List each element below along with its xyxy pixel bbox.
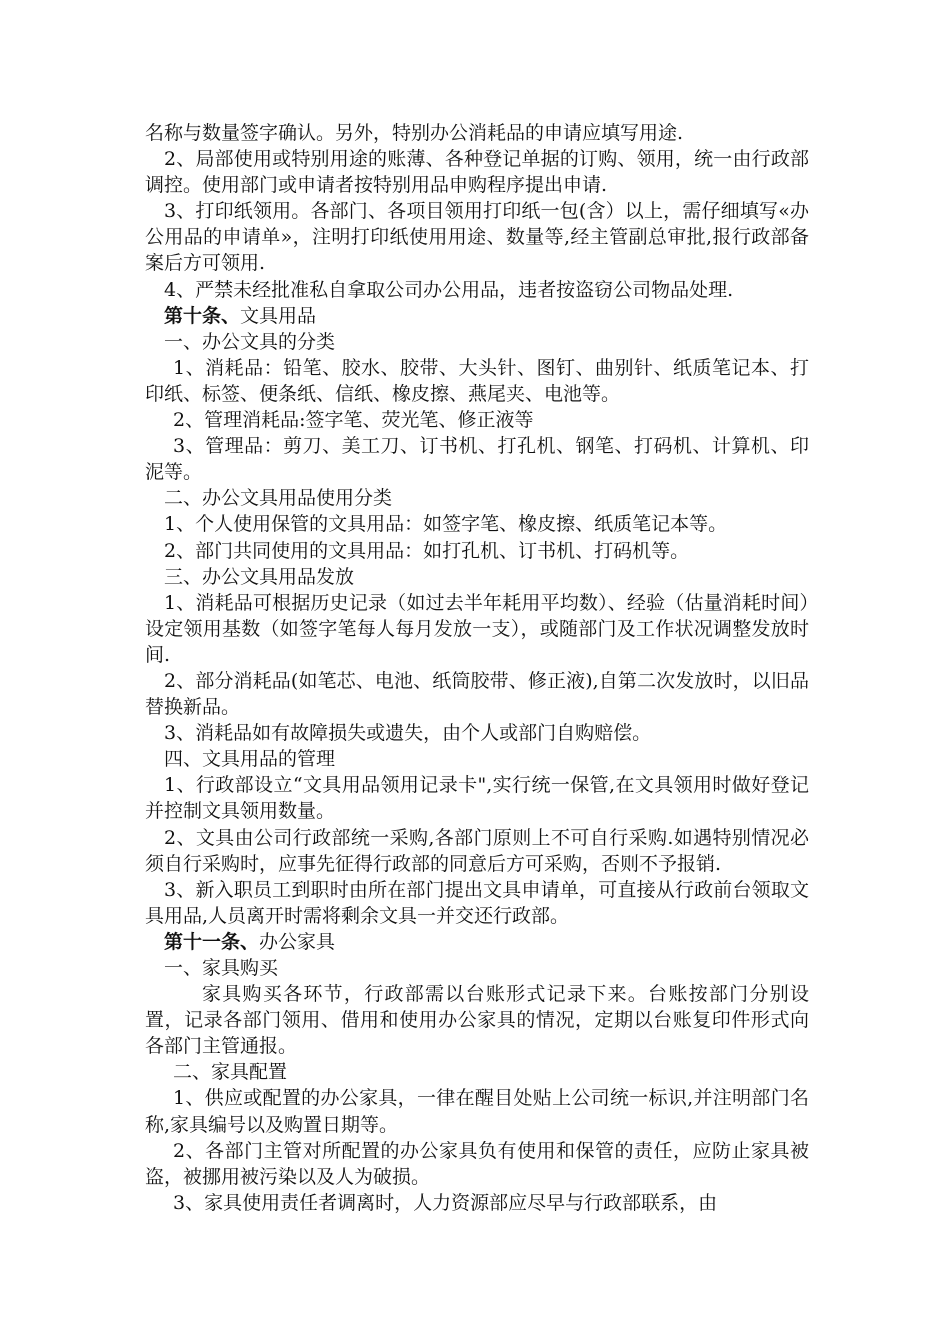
paragraph: 2、文具由公司行政部统一采购,各部门原则上不可自行采购.如遇特别情况必须自行采购时，应事先征得行政部的同意后方可采购，否则不予报销.: [145, 826, 809, 875]
paragraph: 3、管理品：剪刀、美工刀、订书机、打孔机、钢笔、打码机、计算机、印泥等。: [145, 435, 809, 484]
paragraph: 1、消耗品：铅笔、胶水、胶带、大头针、图钉、曲别针、纸质笔记本、打印纸、标签、便条纸、信纸、橡皮擦、燕尾夹、电池等。: [145, 356, 809, 405]
section-heading: 三、办公文具用品发放: [164, 565, 355, 588]
article-title: 办公家具: [259, 930, 336, 953]
paragraph: 1、消耗品可根据历史记录（如过去半年耗用平均数）、经验（估量消耗时间）设定领用基数（如签字笔每人每月发放一支），或随部门及工作状况调整发放时间.: [145, 591, 809, 666]
paragraph: 2、部门共同使用的文具用品：如打孔机、订书机、打码机等。: [164, 539, 690, 562]
paragraph: 家具购买各环节，行政部需以台账形式记录下来。台账按部门分别设置，记录各部门领用、借用和使用办公家具的情况，定期以台账复印件形式向各部门主管通报。: [145, 983, 809, 1058]
section-heading: 四、文具用品的管理: [164, 748, 336, 771]
paragraph: 2、各部门主管对所配置的办公家具负有使用和保管的责任，应防止家具被盗，被挪用被污染以及人为破损。: [145, 1139, 809, 1188]
paragraph: 3、打印纸领用。各部门、各项目领用打印纸一包(含）以上，需仔细填写«办公用品的申请单»，注明打印纸使用用途、数量等,经主管副总审批,报行政部备案后方可领用.: [145, 200, 809, 275]
article-number: 第十一条、: [164, 930, 260, 953]
paragraph: 4、严禁未经批准私自拿取公司办公用品，违者按盗窃公司物品处理.: [164, 278, 734, 301]
section-heading: 二、办公文具用品使用分类: [164, 487, 393, 510]
section-heading: 二、家具配置: [173, 1061, 288, 1084]
paragraph: 名称与数量签字确认。另外，特别办公消耗品的申请应填写用途.: [145, 122, 684, 144]
article-number: 第十条、: [164, 304, 241, 327]
paragraph: 1、行政部设立“文具用品领用记录卡",实行统一保管,在文具领用时做好登记并控制文具领用数量。: [145, 774, 809, 823]
section-heading: 一、办公文具的分类: [164, 330, 336, 353]
document-page: [145, 120, 809, 1216]
paragraph: 1、供应或配置的办公家具，一律在醒目处贴上公司统一标识,并注明部门名称,家具编号以及购置日期等。: [145, 1087, 809, 1136]
paragraph: 3、家具使用责任者调离时，人力资源部应尽早与行政部联系，由: [173, 1191, 718, 1214]
article-title: 文具用品: [240, 304, 317, 327]
article-heading: [145, 303, 809, 329]
paragraph: 2、管理消耗品:签字笔、荧光笔、修正液等: [173, 409, 534, 432]
paragraph: 3、消耗品如有故障损失或遗失，由个人或部门自购赔偿。: [164, 722, 652, 745]
article-heading: [145, 929, 809, 955]
paragraph: 2、局部使用或特别用途的账薄、各种登记单据的订购、领用，统一由行政部调控。使用部门或申请者按特别用品申购程序提出申请.: [145, 148, 809, 197]
paragraph: 1、个人使用保管的文具用品：如签字笔、橡皮擦、纸质笔记本等。: [164, 513, 728, 536]
paragraph: 2、部分消耗品(如笔芯、电池、纸筒胶带、修正液),自第二次发放时，以旧品替换新品。: [145, 669, 809, 719]
paragraph: 3、新入职员工到职时由所在部门提出文具申请单，可直接从行政前台领取文具用品,人员离开时需将剩余文具一并交还行政部。: [145, 878, 809, 927]
section-heading: 一、家具购买: [164, 957, 279, 979]
